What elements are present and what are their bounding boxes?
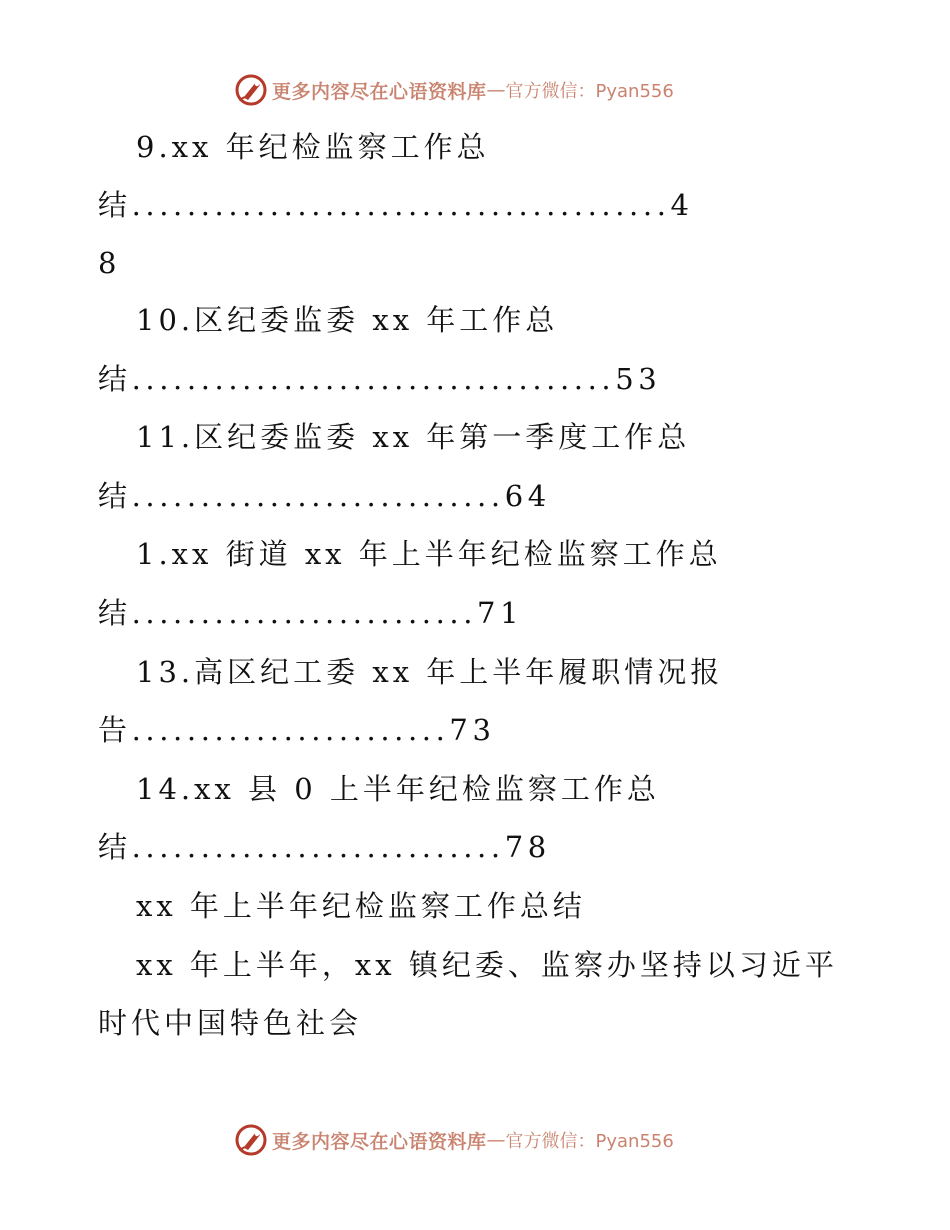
toc-item-leader: 结.........................71	[98, 596, 524, 630]
banner-separator: —	[486, 1129, 506, 1151]
paragraph-line: 时代中国特色社会	[98, 1006, 363, 1040]
toc-item-title: 1.xx 街道 xx 年上半年纪检监察工作总	[136, 537, 722, 571]
toc-item-leader: 告.......................73	[98, 713, 496, 747]
banner-wechat: 官方微信：Pyan556	[505, 1131, 674, 1152]
toc-item-leader: 结...........................78	[98, 830, 551, 864]
toc-item-title: 11.区纪委监委 xx 年第一季度工作总	[136, 420, 691, 454]
toc-item-leader: 结...........................64	[98, 479, 551, 513]
header-banner	[234, 72, 674, 108]
footer-banner	[234, 1122, 674, 1158]
toc-item-title: 13.高区纪工委 xx 年上半年履职情况报	[136, 655, 724, 689]
paragraph-line: xx 年上半年，xx 镇纪委、监察办坚持以习近平	[136, 948, 838, 982]
toc-item-leader: 结.......................................4	[98, 188, 694, 222]
section-heading: xx 年上半年纪检监察工作总结	[136, 889, 586, 923]
toc-item-title: 9.xx 年纪检监察工作总	[136, 130, 490, 164]
banner-wechat: 官方微信：Pyan556	[505, 81, 674, 102]
pen-logo-icon	[234, 1123, 268, 1157]
banner-title: 更多内容尽在心语资料库	[272, 1130, 487, 1153]
pen-logo-icon	[234, 73, 268, 107]
toc-item-title: 14.xx 县 0 上半年纪检监察工作总	[136, 772, 660, 806]
banner-separator: —	[486, 79, 506, 101]
toc-item-leader: 结...................................53	[98, 362, 662, 396]
toc-item-title: 10.区纪委监委 xx 年工作总	[136, 303, 559, 337]
banner-title: 更多内容尽在心语资料库	[272, 80, 487, 103]
toc-item-page-wrap: 8	[98, 246, 121, 280]
